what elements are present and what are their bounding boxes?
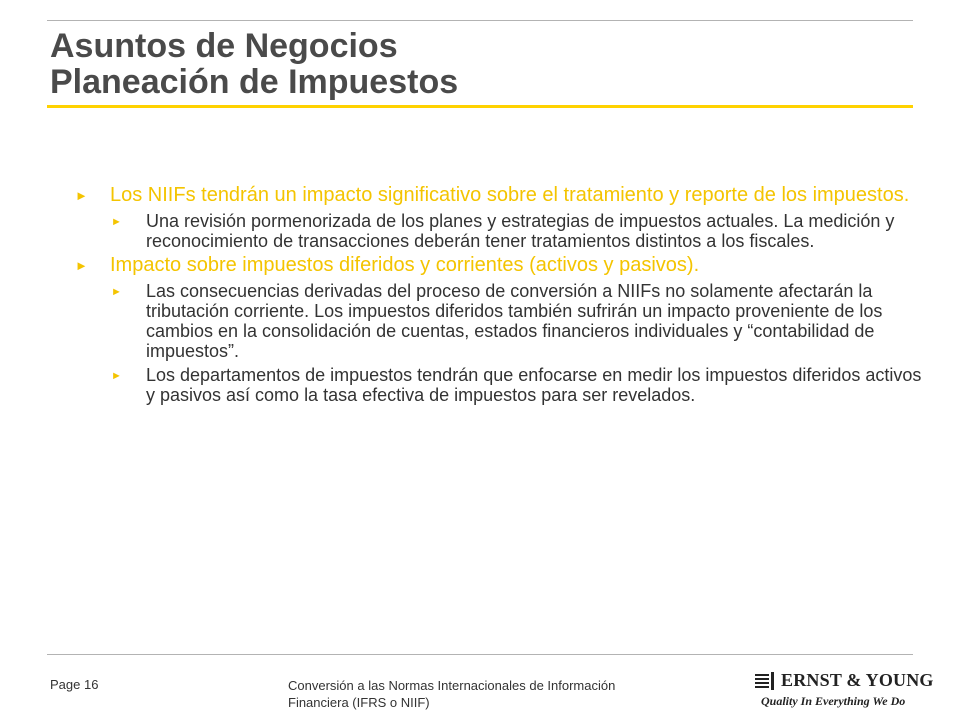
sub-bullet-item-text: Una revisión pormenorizada de los planes y estrategias de impuestos actuales. La medición y reconocimiento de transacciones deberán tener tratamientos distintos a los fiscales. xyxy=(146,211,895,251)
sub-bullet-item-text: Las consecuencias derivadas del proceso de conversión a NIIFs no solamente afectarán la tributación corriente. Los impuestos diferidos también sufrirán un impacto proveniente de los cambios en la consolidación de cuentas, estados financieros individuales y “contabilidad de impuestos”. xyxy=(146,281,883,361)
triangle-bullet-icon: ► xyxy=(111,216,122,228)
bullet-item-1 xyxy=(75,185,935,205)
sub-bullet-item-2-1 xyxy=(75,281,935,361)
triangle-bullet-icon: ► xyxy=(111,286,122,298)
page-number: Page 16 xyxy=(50,677,99,692)
slide-body xyxy=(75,185,935,409)
sub-bullet-item-text: Los departamentos de impuestos tendrán que enfocarse en medir los impuestos diferidos activos y pasivos así como la tasa efectiva de impuestos para ser revelados. xyxy=(146,365,922,405)
title-underline xyxy=(47,105,913,108)
ernst-young-logo-icon xyxy=(755,672,777,690)
triangle-bullet-icon: ► xyxy=(75,258,88,273)
document-title xyxy=(288,677,688,711)
sub-bullet-item-1-1 xyxy=(75,211,935,251)
triangle-bullet-icon: ► xyxy=(111,370,122,382)
bullet-item-2 xyxy=(75,255,935,275)
company-logo xyxy=(755,668,934,713)
footer-divider xyxy=(47,654,913,655)
logo-wordmark: ERNST & YOUNG xyxy=(781,670,934,690)
slide-title xyxy=(50,28,910,100)
logo-tagline: Quality In Everything We Do xyxy=(761,694,906,708)
triangle-bullet-icon: ► xyxy=(75,188,88,203)
document-title-line-2: Financiera (IFRS o NIIF) xyxy=(288,695,430,710)
slide-title-line-2: Planeación de Impuestos xyxy=(50,63,459,101)
slide-title-line-1: Asuntos de Negocios xyxy=(50,27,398,65)
document-title-line-1: Conversión a las Normas Internacionales de Información xyxy=(288,678,616,693)
bullet-item-text: Impacto sobre impuestos diferidos y corrientes (activos y pasivos). xyxy=(110,254,700,276)
top-divider xyxy=(47,20,913,21)
sub-bullet-item-2-2 xyxy=(75,365,935,405)
bullet-item-text: Los NIIFs tendrán un impacto significativo sobre el tratamiento y reporte de los impuestos. xyxy=(110,184,910,206)
